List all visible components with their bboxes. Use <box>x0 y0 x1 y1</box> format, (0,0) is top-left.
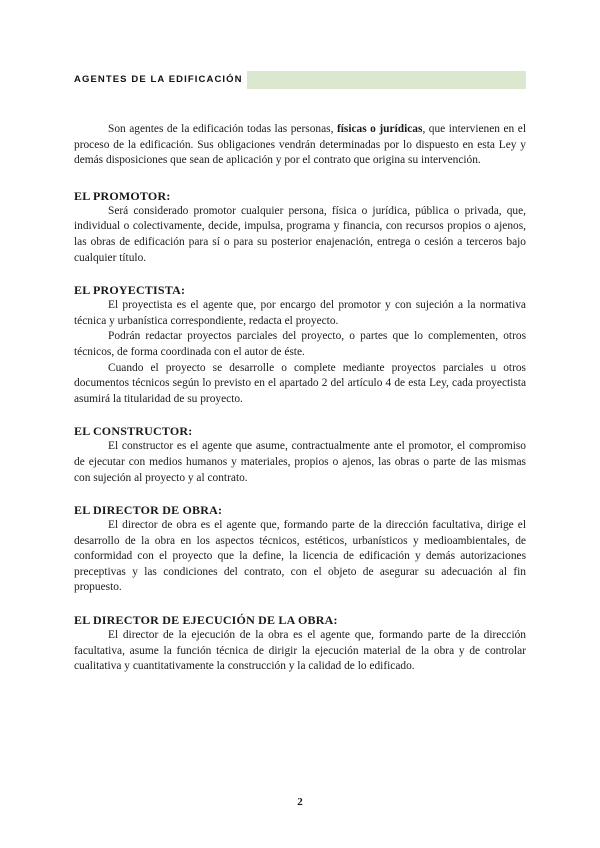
section-heading: EL CONSTRUCTOR: <box>74 424 193 439</box>
section-paragraph: El proyectista es el agente que, por encargo del promotor y con sujeción a la normativa técnica y urbanística correspondiente, redacta el proyecto. <box>74 299 526 327</box>
section-constructor <box>74 423 526 486</box>
section-heading: EL DIRECTOR DE EJECUCIÓN DE LA OBRA: <box>74 613 338 628</box>
section-director-obra <box>74 502 526 596</box>
section-paragraph: El director de obra es el agente que, formando parte de la dirección facultativa, dirige el desarrollo de la obra en los aspectos técnicos, estéticos, urbanísticos y medioambientales, de conformidad con el proyecto que la define, la licencia de edificación y demás autorizaciones preceptivas y las condiciones del contrato, con el objeto de asegurar su adecuación al fin propuesto. <box>74 519 526 594</box>
intro-paragraph <box>74 122 526 169</box>
intro-text-end: , que intervienen en el proceso de la edificación. Sus obligaciones vendrán determinadas por lo dispuesto en esta Ley y demás disposiciones que sean de aplicación y por el contrato que origina su intervención. <box>74 123 526 167</box>
section-heading: EL PROMOTOR: <box>74 188 171 203</box>
section-paragraph: Será considerado promotor cualquier persona, física o jurídica, pública o privada, que, individual o colectivamente, decide, impulsa, programa y financia, con recursos propios o ajenos, las obras de edificación para sí o para su posterior enajenación, entrega o cesión a terceros bajo cualquier título. <box>74 204 526 264</box>
section-paragraph: El director de la ejecución de la obra es el agente que, formando parte de la dirección facultativa, asume la función técnica de dirigir la ejecución material de la obra y de controlar cualitativa y cuantitativamente la construcción y la calidad de lo edificado. <box>74 629 526 673</box>
section-paragraph: Podrán redactar proyectos parciales del proyecto, o partes que lo complementen, otros técnicos, de forma coordinada con el autor de éste. <box>74 330 526 358</box>
intro-bold-text: físicas o jurídicas <box>336 123 423 135</box>
section-heading: EL DIRECTOR DE OBRA: <box>74 503 223 518</box>
section-proyectista <box>74 282 526 407</box>
section-heading: EL PROYECTISTA: <box>74 283 186 298</box>
section-paragraph: El constructor es el agente que asume, contractualmente ante el promotor, el compromiso de ejecutar con medios humanos y materiales, propios o ajenos, las obras o parte de las mismas con sujeción al proyecto y al contrato. <box>74 440 526 484</box>
section-paragraph: Cuando el proyecto se desarrolle o complete mediante proyectos parciales u otros documentos técnicos según lo previsto en el apartado 2 del artículo 4 de esta Ley, cada proyectista asumirá la titularidad de su proyecto. <box>74 361 526 405</box>
section-header-title: AGENTES DE LA EDIFICACIÓN <box>74 71 247 89</box>
page-number: 2 <box>297 796 303 808</box>
intro-text-start: Son agentes de la edificación todas las personas, <box>108 123 337 135</box>
section-header-bar <box>74 71 526 89</box>
section-promotor <box>74 188 526 266</box>
section-director-ejecucion <box>74 612 526 675</box>
document-body <box>74 122 526 675</box>
